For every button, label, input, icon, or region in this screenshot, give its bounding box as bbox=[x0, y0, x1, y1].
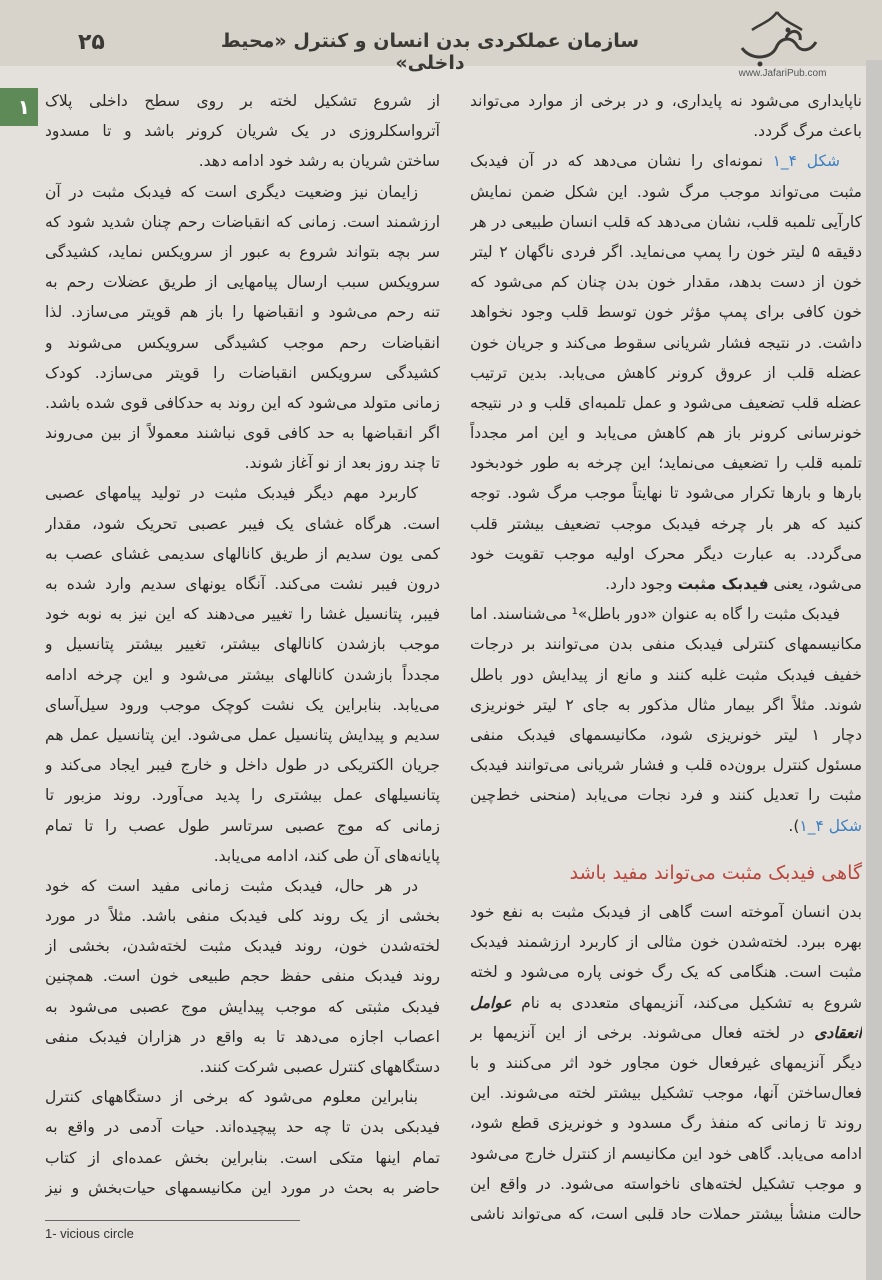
text-line bbox=[470, 569, 862, 599]
text-segment: در لخته فعال می‌شوند. برخی از این آنزیمها بر bbox=[470, 1023, 815, 1042]
text-segment: حالت منشأ بیشتر حملات حاد قلبی است، که می‌تواند ناشی bbox=[470, 1204, 862, 1223]
text-segment: مثبت را تعدیل کنند و فرد نجات می‌یابد (منحنی خط‌چین bbox=[470, 786, 862, 805]
text-segment: کنید که هر بار چرخه فیدبک موجب تضعیف بیشتر قلب bbox=[470, 514, 862, 533]
text-line bbox=[470, 539, 862, 569]
text-line bbox=[470, 478, 862, 508]
text-line bbox=[470, 690, 862, 720]
text-line bbox=[45, 388, 440, 418]
emphasized-text: انعقادی bbox=[814, 1023, 862, 1042]
text-segment: مسئول کنترل برون‌ده قلب و فشار شریانی می‌توانند فیدبک bbox=[470, 756, 862, 775]
text-segment: زایمان نیز وضعیت دیگری است که فیدبک مثبت در آن bbox=[45, 182, 418, 201]
text-segment: عضله قلب تضعیف می‌شود و عمل تلمبه‌ای قلب و در نتیجه bbox=[470, 393, 862, 412]
text-line bbox=[470, 328, 862, 358]
text-segment: بهره ببرد. لخته‌شدن خون مثالی از کاربرد ارزشمند فیدبک bbox=[470, 933, 862, 952]
text-segment: روند فیدبک منفی حفظ حجم طبیعی خون است. همچنین bbox=[45, 967, 440, 986]
text-line bbox=[45, 478, 440, 508]
text-segment: دستگاههای کنترل عصبی شرکت کنند. bbox=[199, 1058, 440, 1076]
text-segment: فیدبک مثبت را گاه به عنوان «دور باطل»¹ می‌شناسند. اما bbox=[470, 605, 840, 624]
right-column bbox=[470, 86, 862, 841]
text-line bbox=[470, 1078, 862, 1108]
text-segment: مثبت می‌تواند موجب مرگ شود. این شکل ضمن نمایش bbox=[470, 182, 862, 201]
section-body bbox=[470, 897, 862, 1229]
text-line bbox=[470, 207, 862, 237]
text-segment: بخشی از یک روند کلی فیدبک منفی باشد. مثلاً در مورد bbox=[45, 907, 440, 926]
text-segment: اعصاب اجازه می‌دهد تا به واقع در هزاران فیدبک منفی bbox=[45, 1027, 440, 1046]
text-segment: دچار ۱ لیتر خونریزی شود، مکانیسمهای فیدبک منفی bbox=[470, 725, 862, 744]
text-line bbox=[45, 509, 440, 539]
text-line bbox=[45, 599, 440, 629]
text-segment: تا چند روز بعد از نو آغاز شوند. bbox=[244, 454, 440, 473]
text-line bbox=[45, 116, 440, 146]
text-line bbox=[470, 1108, 862, 1138]
text-line bbox=[470, 146, 862, 176]
text-line bbox=[45, 328, 440, 358]
text-segment: وجود دارد. bbox=[605, 575, 678, 593]
text-segment: تنه رحم می‌شود و انقباضها را باز هم قویتر می‌سازد. لذا bbox=[45, 303, 440, 322]
text-segment: باعث مرگ گردد. bbox=[753, 122, 862, 141]
text-segment: ادامه می‌یابد. گاهی خود این مکانیسم از کنترل خارج می‌شود bbox=[470, 1144, 862, 1163]
text-segment: بدن انسان آموخته است گاهی از فیدبک مثبت به نفع خود bbox=[470, 903, 862, 921]
text-line bbox=[45, 86, 440, 116]
text-segment: ناپایداری می‌شود نه پایداری، و در برخی از موارد می‌تواند bbox=[470, 92, 862, 110]
text-segment: جریان الکتریکی در طول داخل و خارج فیبر ایجاد می‌کند و bbox=[45, 756, 440, 775]
text-line bbox=[45, 841, 440, 871]
text-line bbox=[470, 297, 862, 327]
emphasized-text: عوامل bbox=[470, 993, 512, 1012]
text-segment: فیبر، پتانسیل غشا را تغییر می‌دهند که این نیز به نوبه خود bbox=[45, 605, 440, 624]
text-segment: کشیدگی سرویکس انقباضات را قویتر می‌سازد. کودک bbox=[45, 363, 440, 382]
publisher-logo-icon bbox=[730, 8, 825, 68]
text-line bbox=[45, 1022, 440, 1052]
text-segment: مثبت است. هنگامی که یک رگ خونی پاره می‌شود و لخته bbox=[470, 963, 862, 982]
text-line bbox=[470, 927, 862, 957]
text-segment: در هر حال، فیدبک مثبت زمانی مفید است که خود bbox=[45, 876, 418, 895]
text-line bbox=[470, 448, 862, 478]
text-line bbox=[470, 358, 862, 388]
text-line bbox=[470, 418, 862, 448]
text-line bbox=[45, 1052, 440, 1082]
text-line bbox=[45, 992, 440, 1022]
text-line bbox=[45, 690, 440, 720]
footnote-divider bbox=[45, 1220, 300, 1221]
section-heading: گاهی فیدبک مثبت می‌تواند مفید باشد bbox=[569, 862, 862, 884]
text-line bbox=[45, 1143, 440, 1173]
text-segment: دقیقه ۵ لیتر خون را پمپ می‌نماید. اگر فردی ناگهان ۲ لیتر bbox=[470, 242, 862, 261]
text-segment: لخته‌شدن خون، روند فیدبک مثبت لخته‌شدن، بخشی از bbox=[45, 937, 440, 956]
text-segment: زمانی که موج عصبی سرتاسر طول عصب را تا تمام bbox=[45, 816, 440, 835]
text-line bbox=[45, 1173, 440, 1203]
text-line bbox=[470, 599, 862, 629]
text-line bbox=[45, 871, 440, 901]
text-line bbox=[470, 1169, 862, 1199]
text-segment: داشت. در نتیجه فشار شریانی سقوط می‌کند و جریان خون bbox=[470, 333, 862, 352]
text-segment: ). bbox=[788, 816, 800, 835]
text-segment: ساختن شریان به رشد خود ادامه دهد. bbox=[198, 152, 440, 171]
text-line bbox=[45, 780, 440, 810]
text-segment: بارها و بارها تکرار می‌شود تا نهایتاً موجب مرگ شود. توجه bbox=[470, 484, 862, 503]
text-segment: کمی یون سدیم از طریق کانالهای سدیمی غشای عصب به bbox=[45, 544, 440, 563]
text-line bbox=[45, 750, 440, 780]
text-segment: کارآیی تلمبه قلب، نشان می‌دهد که قلب انسان طبیعی در هر bbox=[470, 212, 862, 231]
text-segment: و موجب تشکیل لخته‌های ناخواسته می‌شود. در واقع این bbox=[470, 1174, 862, 1193]
text-line bbox=[45, 931, 440, 961]
text-segment: درون فیبر نشت می‌کند. آنگاه یونهای سدیم وارد شده به bbox=[45, 575, 440, 593]
text-segment: تلمبه قلب را تضعیف می‌نماید؛ این چرخه به طور خودبخود bbox=[470, 454, 862, 473]
emphasized-text: فیدبک مثبت bbox=[677, 575, 769, 593]
text-segment: می‌گردد. به عبارت دیگر محرک اولیه موجب تقویت خود bbox=[470, 544, 862, 563]
text-segment: فیدبک مثبتی که موجب پیدایش موج عصبی می‌شود به bbox=[45, 997, 440, 1016]
text-line bbox=[45, 418, 440, 448]
text-segment: از شروع تشکیل لخته بر روی سطح داخلی پلاک bbox=[45, 92, 440, 110]
text-segment: نمونه‌ای را نشان می‌دهد که در آن فیدبک bbox=[470, 152, 773, 171]
left-column bbox=[45, 86, 440, 1203]
text-segment: فیدبکی بدن تا چه حد پیچیده‌اند. حیات آدمی در واقع به bbox=[45, 1118, 440, 1137]
text-line bbox=[45, 237, 440, 267]
text-segment: پایانه‌های آن طی کند، ادامه می‌یابد. bbox=[213, 846, 440, 865]
text-segment: سرویکس سبب ارسال پیامهایی از طریق عضلات رحم به bbox=[45, 273, 440, 292]
text-line bbox=[45, 811, 440, 841]
text-segment: مکانیسمهای کنترلی فیدبک منفی بدن می‌توانند بر درجات bbox=[470, 635, 862, 654]
page-edge bbox=[866, 60, 882, 1280]
text-segment: خون از دست بدهد، مقدار خون بدن چنان کم می‌شود که bbox=[470, 273, 862, 292]
text-line bbox=[470, 897, 862, 927]
text-segment: است. هرگاه غشای یک فیبر عصبی تحریک شود، مقدار bbox=[45, 514, 440, 533]
text-line bbox=[45, 901, 440, 931]
text-line bbox=[470, 267, 862, 297]
text-line bbox=[470, 988, 862, 1018]
text-segment: شوند. مثلاً اگر بیمار مثال مذکور به جای ۲ لیتر خونریزی bbox=[470, 695, 862, 714]
text-line bbox=[470, 660, 862, 690]
text-segment: شروع به تشکیل می‌کند، آنزیمهای متعددی به نام bbox=[511, 993, 862, 1012]
text-line bbox=[470, 509, 862, 539]
figure-reference-link[interactable]: شکل ۴_۱ bbox=[772, 152, 840, 171]
text-line bbox=[45, 1112, 440, 1142]
text-line bbox=[45, 177, 440, 207]
text-line bbox=[470, 177, 862, 207]
text-segment: سر بچه بتواند شروع به عبور از سرویکس نماید، کشیدگی bbox=[45, 242, 440, 261]
text-line bbox=[45, 267, 440, 297]
text-segment: آترواسکلروزی در یک شریان کرونر باشد و تا مسدود bbox=[45, 122, 440, 141]
text-segment: ارزشمند است. زمانی که انقباضات رحم چنان شدید شود که bbox=[45, 212, 440, 231]
chapter-tab: ۱ bbox=[0, 88, 38, 126]
text-line bbox=[470, 116, 862, 146]
text-line bbox=[45, 448, 440, 478]
text-line bbox=[470, 1139, 862, 1169]
text-line bbox=[45, 629, 440, 659]
text-line bbox=[45, 569, 440, 599]
figure-reference-link[interactable]: شکل ۴_۱ bbox=[799, 816, 862, 835]
text-line bbox=[45, 297, 440, 327]
footnote: 1- vicious circle bbox=[45, 1226, 134, 1241]
text-line bbox=[45, 660, 440, 690]
text-line bbox=[470, 388, 862, 418]
text-line bbox=[470, 629, 862, 659]
text-line bbox=[45, 207, 440, 237]
running-title: سازمان عملکردی بدن انسان و کنترل «محیط داخلی» bbox=[220, 30, 640, 74]
text-line bbox=[45, 961, 440, 991]
text-segment: موجب بازشدن کانالهای بیشتر، تغییر بیشتر پتانسیل و bbox=[45, 635, 440, 654]
text-segment: روند تا زمانی که منفذ رگ مسدود و خونریزی قطع شود، bbox=[470, 1114, 862, 1133]
text-segment: سدیم و پیدایش پتانسیل عمل می‌شود. این پتانسیل عمل هم bbox=[45, 725, 440, 744]
text-segment: اگر انقباضها به حد کافی قوی نباشند معمولاً از بین می‌روند bbox=[45, 424, 440, 443]
text-segment: زمانی متولد می‌شود که این روند به حدکافی قوی شده باشد. bbox=[45, 393, 440, 412]
text-segment: می‌شود، یعنی bbox=[768, 575, 862, 593]
text-segment: مجدداً بازشدن کانالهای بیشتر می‌شود و این چرخه ادامه bbox=[45, 665, 440, 684]
text-line bbox=[470, 1199, 862, 1229]
text-segment: پتانسیلهای عمل بیشتری را پدید می‌آورد. روند مزبور تا bbox=[45, 786, 440, 805]
text-line bbox=[470, 811, 862, 841]
text-segment: خونرسانی کرونر باز هم کاهش می‌یابد و این امر مجدداً bbox=[470, 424, 862, 443]
text-line bbox=[45, 720, 440, 750]
publisher-url: www.JafariPub.com bbox=[738, 68, 827, 79]
text-line bbox=[45, 358, 440, 388]
text-line bbox=[470, 957, 862, 987]
text-line bbox=[470, 720, 862, 750]
text-line bbox=[470, 750, 862, 780]
text-segment: دیگر آنزیمهای غیرفعال خون مجاور خود اثر می‌کنند و با bbox=[470, 1053, 862, 1072]
text-segment: می‌یابد. بنابراین یک نشت کوچک موجب ورود سیل‌آسای bbox=[45, 695, 440, 714]
text-segment: انقباضات رحم موجب کشیدگی سرویکس می‌شوند و bbox=[45, 333, 440, 352]
text-segment: کاربرد مهم دیگر فیدبک مثبت در تولید پیامهای عصبی bbox=[45, 484, 418, 503]
page-number: ۲۵ bbox=[78, 30, 105, 55]
text-segment: خون کافی برای پمپ مؤثر خون توسط قلب وجود نخواهد bbox=[470, 303, 862, 322]
text-line bbox=[45, 1082, 440, 1112]
text-line bbox=[45, 539, 440, 569]
text-segment: فعال‌ساختن آنها، موجب تشکیل بیشتر لخته می‌شوند. این bbox=[470, 1084, 862, 1103]
text-segment: تمام اینها متکی است. بنابراین بخش عمده‌ای از کتاب bbox=[45, 1148, 440, 1167]
text-segment: بنابراین معلوم می‌شود که برخی از دستگاههای کنترل bbox=[45, 1088, 418, 1107]
text-line bbox=[470, 780, 862, 810]
text-line bbox=[45, 146, 440, 176]
text-segment: عضله قلب از عروق کرونر کاهش می‌یابد. بدین ترتیب bbox=[470, 363, 862, 382]
text-segment: خفیف فیدبک مثبت غلبه کنند و مانع از پیدایش دور باطل bbox=[470, 665, 862, 684]
text-line bbox=[470, 86, 862, 116]
text-line bbox=[470, 1018, 862, 1048]
text-line bbox=[470, 1048, 862, 1078]
text-segment: حاضر به بحث در مورد این مکانیسمهای حیات‌بخش و نیز bbox=[45, 1178, 440, 1197]
text-line bbox=[470, 237, 862, 267]
